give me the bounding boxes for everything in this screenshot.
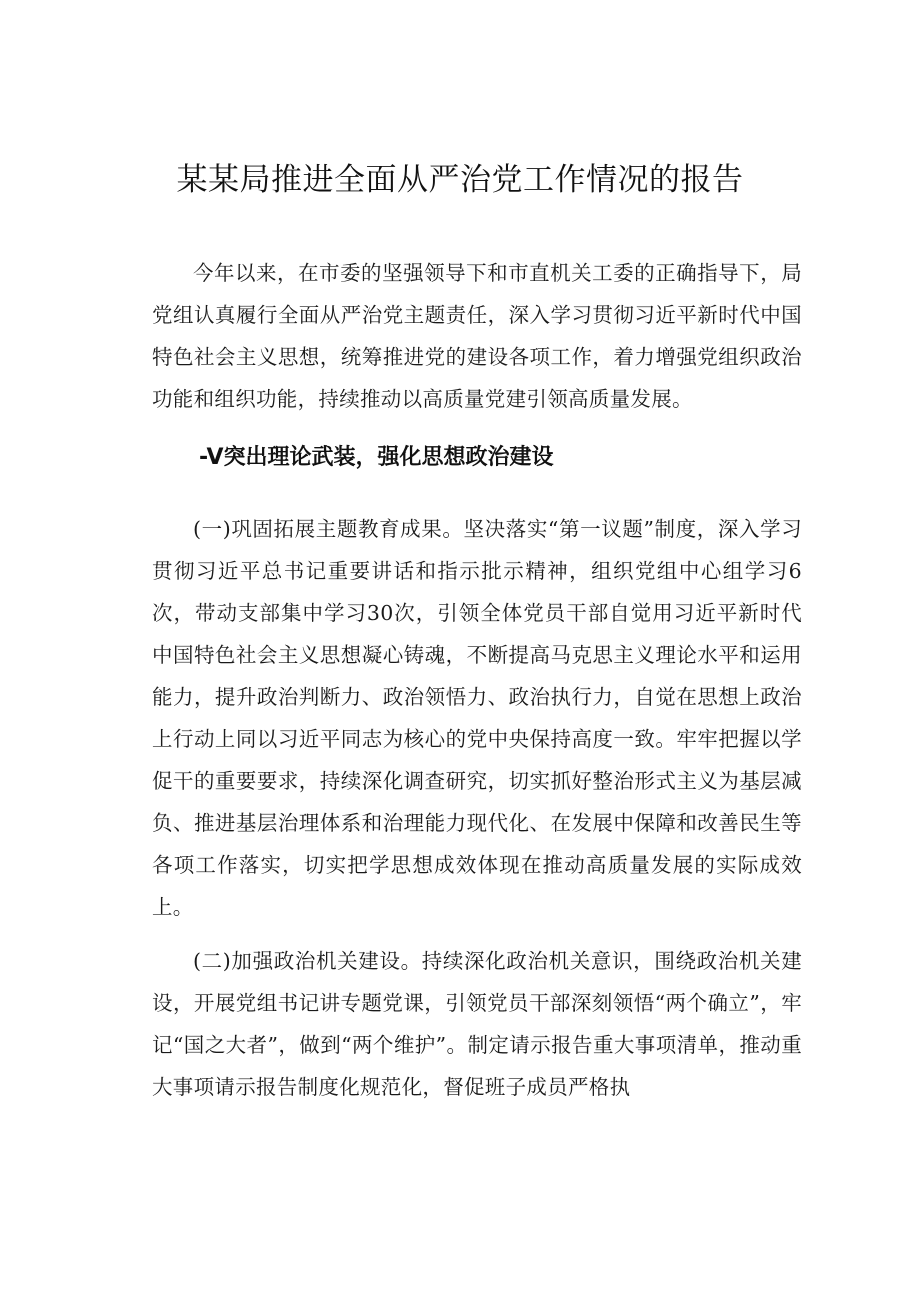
section-heading: -V突出理论武装，强化思想政治建设 <box>199 445 554 470</box>
document-title: 某某局推进全面从严治党工作情况的报告 <box>176 162 744 198</box>
item-two-paragraph: (二)加强政治机关建设。持续深化政治机关意识，围绕政治机关建设，开展党组书记讲专题党课，引领党员干部深刻领悟“两个确立”，牢记“国之大者”，做到“两个维护”。制定请示报告重大事项清单，推动重大事项请示报告制度化规范化，督促班子成员严格执 <box>152 949 802 1099</box>
intro-paragraph: 今年以来，在市委的坚强领导下和市直机关工委的正确指导下，局党组认真履行全面从严治党主题责任，深入学习贯彻习近平新时代中国特色社会主义思想，统筹推进党的建设各项工作，着力增强党组织政治功能和组织功能，持续推动以高质量党建引领高质量发展。 <box>152 261 802 411</box>
item-one-paragraph: (一)巩固拓展主题教育成果。坚决落实“第一议题”制度，深入学习贯彻习近平总书记重要讲话和指示批示精神，组织党组中心组学习6次，带动支部集中学习30次，引领全体党员干部自觉用习近平新时代中国特色社会主义思想凝心铸魂，不断提高马克思主义理论水平和运用能力，提升政治判断力、政治领悟力、政治执行力，自觉在思想上政治上行动上同以习近平同志为核心的党中央保持高度一致。牢牢把握以学促干的重要要求，持续深化调查研究，切实抓好整治形式主义为基层减负、推进基层治理体系和治理能力现代化、在发展中保障和改善民生等各项工作落实，切实把学思想成效体现在推动高质量发展的实际成效上。 <box>152 517 802 919</box>
